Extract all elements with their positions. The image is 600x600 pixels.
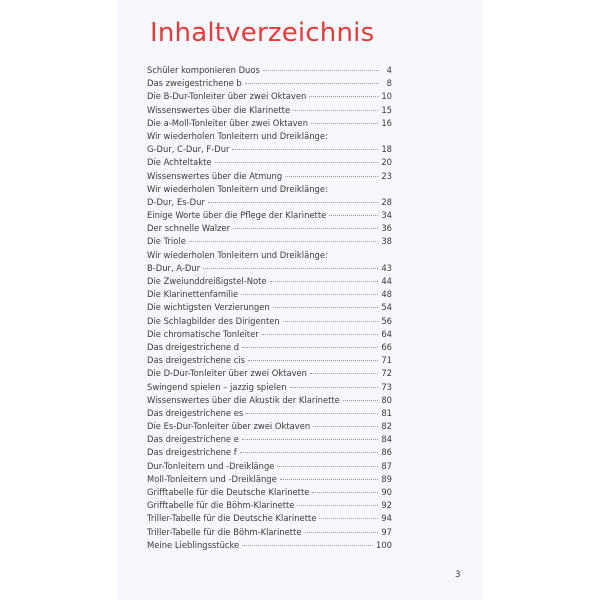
toc-entry [147, 143, 392, 156]
toc-entry-page: 100 [376, 539, 392, 550]
dot-leader [232, 149, 378, 150]
toc-entry-page: 90 [381, 487, 392, 497]
dot-leader [305, 532, 379, 533]
toc-entry-label: Wir wiederholen Tonleitern und Dreiklänge: [147, 249, 328, 260]
toc-entry [147, 301, 392, 314]
toc-entry [147, 460, 392, 473]
toc-entry-label: Die a-Moll-Tonleiter über zwei Oktaven [147, 117, 309, 128]
toc-entry-page: 36 [381, 223, 392, 234]
toc-entry-label: Das dreigestrichene d [147, 341, 240, 352]
dot-leader [290, 387, 379, 388]
toc-entry [147, 407, 392, 420]
dot-leader [240, 452, 379, 453]
toc-entry [147, 209, 392, 222]
toc-entry-label: Die D-Dur-Tonleiter über zwei Oktaven [147, 368, 307, 379]
toc-entry-label: Grifftabelle für die Deutsche Klarinette [147, 487, 310, 497]
dot-leader [309, 96, 378, 97]
toc-entry-page: 94 [381, 513, 392, 524]
toc-entry [147, 104, 392, 117]
toc-entry-page: 20 [381, 157, 392, 168]
dot-leader [263, 70, 379, 71]
dot-leader [233, 228, 378, 229]
toc-entry-page: 44 [381, 276, 392, 286]
dot-leader [283, 321, 379, 322]
toc-entry-page: 38 [381, 236, 392, 247]
toc-entry-label: Die chromatische Tonleiter [147, 328, 259, 339]
toc-entry-label: Das dreigestrichene es [147, 407, 244, 418]
toc-entry [147, 341, 392, 354]
page-title: Inhaltverzeichnis [150, 18, 375, 48]
toc-entry-label: Wir wiederholen Tonleitern und Dreiklänge: [147, 183, 328, 194]
dot-leader [203, 268, 378, 269]
dot-leader [246, 413, 378, 414]
toc-entry [147, 394, 392, 407]
toc-entry [147, 117, 392, 130]
toc-entry-page: 8 [386, 78, 392, 89]
toc-entry [147, 539, 392, 552]
dot-leader [277, 466, 378, 467]
toc-entry [147, 77, 392, 90]
toc-entry [147, 381, 392, 394]
toc-entry [147, 512, 392, 525]
table-of-contents [147, 64, 392, 552]
toc-entry-page: 97 [381, 526, 392, 537]
toc-entry-page: 43 [381, 262, 392, 273]
dot-leader [285, 176, 378, 177]
toc-entry-page: 64 [381, 328, 392, 339]
dot-leader [208, 202, 378, 203]
toc-entry-label: Die Klarinettenfamilie [147, 289, 239, 300]
toc-entry [147, 473, 392, 486]
toc-entry-label: Die Zweiunddreißigstel-Note [147, 276, 267, 286]
toc-entry-page: 10 [381, 91, 392, 102]
toc-entry [147, 275, 392, 288]
toc-entry-label: Meine Lieblingsstücke [147, 539, 240, 550]
toc-entry [147, 64, 392, 77]
toc-entry-label: Moll-Tonleitern und -Dreiklänge [147, 473, 277, 484]
toc-entry [147, 222, 392, 235]
toc-entry-label: Das zweigestrichene b [147, 78, 242, 89]
toc-entry-label: Wissenswertes über die Akustik der Klarinette [147, 394, 340, 405]
toc-entry-page: 92 [381, 500, 392, 511]
dot-leader [280, 479, 379, 480]
toc-entry-page: 34 [381, 210, 392, 221]
toc-entry-page: 54 [381, 302, 392, 313]
dot-leader [270, 281, 379, 282]
toc-entry-label: Swingend spielen – jazzig spielen [147, 381, 287, 392]
dot-leader [311, 123, 378, 124]
toc-entry [147, 526, 392, 539]
toc-entry-page: 87 [381, 460, 392, 471]
toc-entry-label: Dur-Tonleitern und -Dreiklänge [147, 460, 275, 471]
toc-entry-label: Wissenswertes über die Klarinette [147, 104, 291, 115]
dot-leader [245, 83, 379, 84]
dot-leader [273, 307, 379, 308]
toc-entry-page: 82 [381, 421, 392, 432]
dot-leader [310, 373, 378, 374]
toc-entry-page: 71 [381, 355, 392, 366]
toc-entry [147, 288, 392, 301]
toc-entry-label: Die wichtigsten Verzierungen [147, 302, 270, 313]
dot-leader [329, 215, 378, 216]
page-number: 3 [455, 570, 461, 580]
toc-entry-page: 23 [381, 170, 392, 181]
dot-leader [312, 492, 378, 493]
toc-entry [147, 170, 392, 183]
toc-entry-label: Die B-Dur-Tonleiter über zwei Oktaven [147, 91, 307, 102]
dot-leader [319, 518, 378, 519]
toc-entry-page: 72 [381, 368, 392, 379]
toc-entry-label: Die Es-Dur-Tonleiter über zwei Oktaven [147, 421, 311, 432]
toc-entry [147, 433, 392, 446]
toc-entry [147, 262, 392, 275]
toc-entry [147, 486, 392, 499]
toc-entry-label: Triller-Tabelle für die Böhm-Klarinette [147, 526, 302, 537]
toc-entry-page: 80 [381, 394, 392, 405]
toc-entry-label: Triller-Tabelle für die Deutsche Klarinette [147, 513, 317, 524]
dot-leader [248, 360, 378, 361]
toc-entry [147, 315, 392, 328]
toc-entry-page: 81 [381, 407, 392, 418]
dot-leader [262, 334, 379, 335]
toc-entry-label: Grifftabelle für die Böhm-Klarinette [147, 500, 295, 511]
toc-entry [147, 354, 392, 367]
dot-leader [241, 294, 378, 295]
toc-entry-label: Der schnelle Walzer [147, 223, 231, 234]
toc-entry-label: Wissenswertes über die Atmung [147, 170, 283, 181]
dot-leader [242, 545, 373, 546]
dot-leader [189, 241, 378, 242]
toc-entry [147, 367, 392, 380]
toc-entry-label: B-Dur, A-Dur [147, 262, 201, 273]
toc-entry-label: Das dreigestrichene cis [147, 355, 246, 366]
dot-leader [242, 347, 378, 348]
toc-entry-page: 15 [381, 104, 392, 115]
toc-entry-page: 18 [381, 144, 392, 155]
toc-entry-label: Schüler komponieren Duos [147, 65, 260, 75]
toc-entry-page: 84 [381, 434, 392, 445]
toc-entry-page: 86 [381, 447, 392, 458]
dot-leader [242, 439, 378, 440]
dot-leader [293, 110, 378, 111]
toc-entry-label: Einige Worte über die Pflege der Klarinette [147, 210, 327, 221]
toc-section-heading [147, 249, 392, 262]
dot-leader [313, 426, 378, 427]
toc-entry-label: Das dreigestrichene e [147, 434, 239, 445]
toc-entry-label: Die Triole [147, 236, 186, 247]
book-page [117, 0, 482, 600]
toc-entry [147, 90, 392, 103]
toc-entry [147, 196, 392, 209]
toc-entry-label: Das dreigestrichene f [147, 447, 237, 458]
toc-entry-label: D-Dur, Es-Dur [147, 196, 205, 207]
toc-section-heading [147, 130, 392, 143]
toc-entry-page: 28 [381, 196, 392, 207]
toc-entry-page: 4 [386, 65, 392, 75]
toc-entry [147, 499, 392, 512]
dot-leader [215, 162, 379, 163]
toc-entry-page: 56 [381, 315, 392, 326]
toc-entry-label: Die Achteltakte [147, 157, 212, 168]
toc-entry-page: 66 [381, 341, 392, 352]
dot-leader [343, 400, 379, 401]
toc-entry [147, 328, 392, 341]
toc-entry [147, 235, 392, 248]
toc-entry [147, 446, 392, 459]
toc-entry [147, 420, 392, 433]
toc-entry-page: 48 [381, 289, 392, 300]
toc-section-heading [147, 183, 392, 196]
toc-entry-page: 16 [381, 117, 392, 128]
toc-entry-page: 73 [381, 381, 392, 392]
toc-entry [147, 156, 392, 169]
toc-entry-label: G-Dur, C-Dur, F-Dur [147, 144, 230, 155]
toc-entry-page: 89 [381, 473, 392, 484]
toc-entry-label: Wir wiederholen Tonleitern und Dreiklänge: [147, 130, 328, 141]
dot-leader [297, 505, 378, 506]
toc-entry-label: Die Schlagbilder des Dirigenten [147, 315, 280, 326]
